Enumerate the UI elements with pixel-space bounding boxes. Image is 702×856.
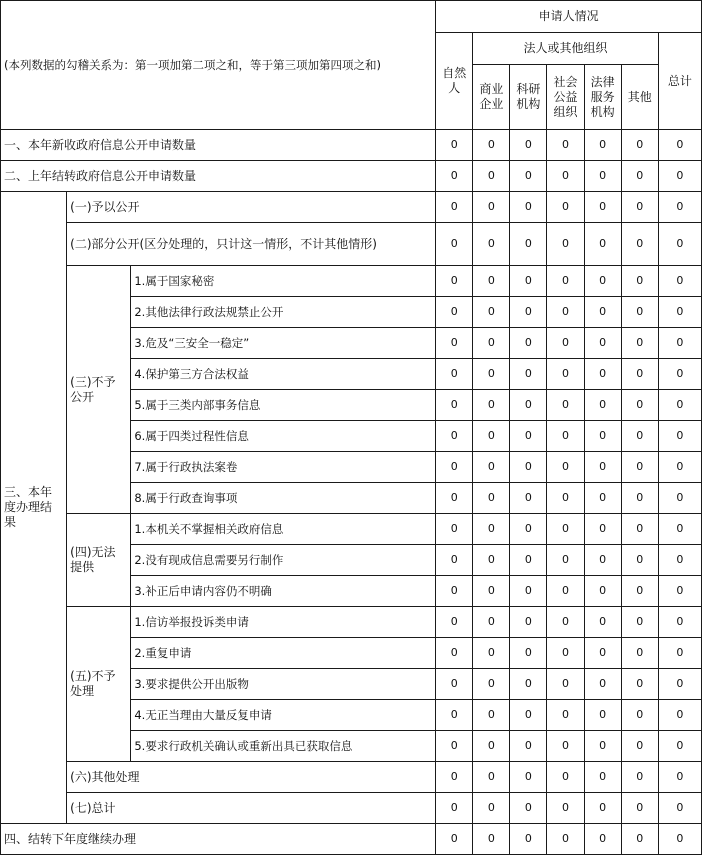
- value-cell: 0: [473, 638, 510, 669]
- table-row: [1, 607, 702, 638]
- value-cell: 0: [621, 669, 658, 700]
- value-cell: 0: [584, 130, 621, 161]
- value-cell: 0: [658, 700, 701, 731]
- value-cell: 0: [621, 731, 658, 762]
- value-cell: 0: [584, 421, 621, 452]
- value-cell: 0: [547, 223, 584, 266]
- other-header: 其他: [621, 65, 658, 130]
- value-cell: 0: [436, 266, 473, 297]
- value-cell: 0: [658, 793, 701, 824]
- value-cell: 0: [436, 793, 473, 824]
- value-cell: 0: [473, 576, 510, 607]
- value-cell: 0: [473, 266, 510, 297]
- row-label: 5.要求行政机关确认或重新出具已获取信息: [131, 731, 436, 762]
- value-cell: 0: [584, 762, 621, 793]
- value-cell: 0: [547, 824, 584, 855]
- section-3-label: 三、本年度办理结果: [1, 192, 67, 824]
- value-cell: 0: [658, 297, 701, 328]
- value-cell: 0: [510, 421, 547, 452]
- value-cell: 0: [658, 762, 701, 793]
- value-cell: 0: [584, 607, 621, 638]
- row-label: 3.危及“三安全一稳定”: [131, 328, 436, 359]
- research-header: 科研机构: [510, 65, 547, 130]
- value-cell: 0: [584, 576, 621, 607]
- row-label: 二、上年结转政府信息公开申请数量: [1, 161, 436, 192]
- value-cell: 0: [473, 545, 510, 576]
- row-label: 一、本年新收政府信息公开申请数量: [1, 130, 436, 161]
- value-cell: 0: [547, 731, 584, 762]
- value-cell: 0: [436, 452, 473, 483]
- natural-person-header: 自然人: [436, 33, 473, 130]
- value-cell: 0: [547, 545, 584, 576]
- value-cell: 0: [621, 514, 658, 545]
- value-cell: 0: [621, 266, 658, 297]
- value-cell: 0: [473, 328, 510, 359]
- value-cell: 0: [658, 638, 701, 669]
- value-cell: 0: [473, 731, 510, 762]
- value-cell: 0: [584, 731, 621, 762]
- value-cell: 0: [547, 359, 584, 390]
- row-label: 7.属于行政执法案卷: [131, 452, 436, 483]
- value-cell: 0: [621, 793, 658, 824]
- value-cell: 0: [621, 421, 658, 452]
- value-cell: 0: [473, 390, 510, 421]
- value-cell: 0: [473, 669, 510, 700]
- value-cell: 0: [510, 700, 547, 731]
- value-cell: 0: [547, 762, 584, 793]
- table-row: [1, 161, 702, 192]
- value-cell: 0: [584, 824, 621, 855]
- value-cell: 0: [658, 545, 701, 576]
- value-cell: 0: [510, 638, 547, 669]
- value-cell: 0: [547, 297, 584, 328]
- value-cell: 0: [510, 297, 547, 328]
- row-label: 3.补正后申请内容仍不明确: [131, 576, 436, 607]
- value-cell: 0: [584, 192, 621, 223]
- value-cell: 0: [584, 452, 621, 483]
- value-cell: 0: [473, 700, 510, 731]
- value-cell: 0: [658, 421, 701, 452]
- value-cell: 0: [658, 483, 701, 514]
- value-cell: 0: [547, 576, 584, 607]
- value-cell: 0: [621, 328, 658, 359]
- value-cell: 0: [547, 452, 584, 483]
- value-cell: 0: [436, 483, 473, 514]
- value-cell: 0: [436, 669, 473, 700]
- value-cell: 0: [473, 607, 510, 638]
- total-header: 总计: [658, 33, 701, 130]
- value-cell: 0: [584, 359, 621, 390]
- value-cell: 0: [473, 483, 510, 514]
- value-cell: 0: [436, 700, 473, 731]
- value-cell: 0: [436, 359, 473, 390]
- value-cell: 0: [510, 483, 547, 514]
- value-cell: 0: [473, 297, 510, 328]
- value-cell: 0: [473, 223, 510, 266]
- table-row: [1, 223, 702, 266]
- value-cell: 0: [436, 731, 473, 762]
- table-row: [1, 130, 702, 161]
- value-cell: 0: [473, 421, 510, 452]
- value-cell: 0: [621, 638, 658, 669]
- value-cell: 0: [584, 266, 621, 297]
- value-cell: 0: [436, 192, 473, 223]
- row-label: 2.其他法律行政法规禁止公开: [131, 297, 436, 328]
- value-cell: 0: [621, 390, 658, 421]
- value-cell: 0: [547, 328, 584, 359]
- row-label: (六)其他处理: [67, 762, 436, 793]
- value-cell: 0: [621, 359, 658, 390]
- value-cell: 0: [510, 161, 547, 192]
- value-cell: 0: [473, 452, 510, 483]
- value-cell: 0: [584, 328, 621, 359]
- value-cell: 0: [658, 731, 701, 762]
- table-row: [1, 793, 702, 824]
- row-label: 四、结转下年度继续办理: [1, 824, 436, 855]
- value-cell: 0: [473, 824, 510, 855]
- value-cell: 0: [547, 266, 584, 297]
- row-label: 8.属于行政查询事项: [131, 483, 436, 514]
- value-cell: 0: [436, 638, 473, 669]
- value-cell: 0: [621, 483, 658, 514]
- value-cell: 0: [658, 452, 701, 483]
- value-cell: 0: [584, 297, 621, 328]
- value-cell: 0: [621, 700, 658, 731]
- value-cell: 0: [658, 390, 701, 421]
- value-cell: 0: [658, 130, 701, 161]
- row-label: (一)予以公开: [67, 192, 436, 223]
- value-cell: 0: [510, 452, 547, 483]
- group-5-label: (五)不予处理: [67, 607, 131, 762]
- row-label: 1.本机关不掌握相关政府信息: [131, 514, 436, 545]
- value-cell: 0: [658, 192, 701, 223]
- value-cell: 0: [584, 514, 621, 545]
- value-cell: 0: [547, 421, 584, 452]
- row-label: 6.属于四类过程性信息: [131, 421, 436, 452]
- value-cell: 0: [584, 669, 621, 700]
- value-cell: 0: [621, 452, 658, 483]
- value-cell: 0: [436, 161, 473, 192]
- value-cell: 0: [510, 793, 547, 824]
- value-cell: 0: [436, 824, 473, 855]
- value-cell: 0: [436, 421, 473, 452]
- row-label: 4.保护第三方合法权益: [131, 359, 436, 390]
- value-cell: 0: [547, 192, 584, 223]
- value-cell: 0: [510, 266, 547, 297]
- value-cell: 0: [510, 223, 547, 266]
- value-cell: 0: [510, 130, 547, 161]
- group-4-label: (四)无法提供: [67, 514, 131, 607]
- table-row: [1, 192, 702, 223]
- value-cell: 0: [658, 266, 701, 297]
- value-cell: 0: [658, 359, 701, 390]
- value-cell: 0: [473, 130, 510, 161]
- value-cell: 0: [658, 607, 701, 638]
- value-cell: 0: [584, 700, 621, 731]
- value-cell: 0: [510, 731, 547, 762]
- value-cell: 0: [658, 669, 701, 700]
- value-cell: 0: [436, 223, 473, 266]
- value-cell: 0: [547, 607, 584, 638]
- value-cell: 0: [473, 514, 510, 545]
- value-cell: 0: [510, 545, 547, 576]
- value-cell: 0: [584, 545, 621, 576]
- value-cell: 0: [621, 192, 658, 223]
- row-label: (七)总计: [67, 793, 436, 824]
- legal-service-header: 法律服务机构: [584, 65, 621, 130]
- row-label: 2.重复申请: [131, 638, 436, 669]
- table-row: [1, 266, 702, 297]
- value-cell: 0: [658, 824, 701, 855]
- value-cell: 0: [436, 514, 473, 545]
- value-cell: 0: [547, 390, 584, 421]
- row-label: 4.无正当理由大量反复申请: [131, 700, 436, 731]
- value-cell: 0: [473, 359, 510, 390]
- table-row: [1, 762, 702, 793]
- value-cell: 0: [547, 700, 584, 731]
- value-cell: 0: [510, 576, 547, 607]
- value-cell: 0: [436, 328, 473, 359]
- value-cell: 0: [658, 514, 701, 545]
- row-label: 2.没有现成信息需要另行制作: [131, 545, 436, 576]
- value-cell: 0: [436, 762, 473, 793]
- value-cell: 0: [436, 390, 473, 421]
- row-label: (二)部分公开(区分处理的，只计这一情形，不计其他情形): [67, 223, 436, 266]
- value-cell: 0: [510, 607, 547, 638]
- value-cell: 0: [473, 192, 510, 223]
- value-cell: 0: [436, 297, 473, 328]
- value-cell: 0: [658, 328, 701, 359]
- value-cell: 0: [584, 161, 621, 192]
- row-label: 3.要求提供公开出版物: [131, 669, 436, 700]
- value-cell: 0: [510, 669, 547, 700]
- value-cell: 0: [621, 161, 658, 192]
- value-cell: 0: [584, 390, 621, 421]
- value-cell: 0: [621, 762, 658, 793]
- value-cell: 0: [658, 576, 701, 607]
- value-cell: 0: [621, 297, 658, 328]
- value-cell: 0: [584, 483, 621, 514]
- value-cell: 0: [547, 130, 584, 161]
- value-cell: 0: [510, 328, 547, 359]
- value-cell: 0: [658, 223, 701, 266]
- value-cell: 0: [510, 192, 547, 223]
- value-cell: 0: [510, 359, 547, 390]
- row-label: 1.信访举报投诉类申请: [131, 607, 436, 638]
- value-cell: 0: [621, 576, 658, 607]
- table-row: [1, 514, 702, 545]
- value-cell: 0: [621, 223, 658, 266]
- value-cell: 0: [436, 576, 473, 607]
- value-cell: 0: [584, 638, 621, 669]
- value-cell: 0: [547, 161, 584, 192]
- value-cell: 0: [436, 130, 473, 161]
- value-cell: 0: [473, 762, 510, 793]
- value-cell: 0: [436, 545, 473, 576]
- value-cell: 0: [473, 161, 510, 192]
- legal-person-group-header: 法人或其他组织: [473, 33, 658, 65]
- value-cell: 0: [584, 223, 621, 266]
- row-label: 1.属于国家秘密: [131, 266, 436, 297]
- value-cell: 0: [436, 607, 473, 638]
- row-label: 5.属于三类内部事务信息: [131, 390, 436, 421]
- value-cell: 0: [547, 638, 584, 669]
- commercial-header: 商业企业: [473, 65, 510, 130]
- social-welfare-header: 社会公益组织: [547, 65, 584, 130]
- group-3-label: (三)不予公开: [67, 266, 131, 514]
- value-cell: 0: [658, 161, 701, 192]
- value-cell: 0: [584, 793, 621, 824]
- relation-note: (本列数据的勾稽关系为：第一项加第二项之和，等于第三项加第四项之和): [1, 1, 436, 130]
- applicant-situation-header: 申请人情况: [436, 1, 702, 33]
- value-cell: 0: [621, 607, 658, 638]
- value-cell: 0: [510, 824, 547, 855]
- value-cell: 0: [621, 130, 658, 161]
- value-cell: 0: [510, 762, 547, 793]
- value-cell: 0: [510, 514, 547, 545]
- header-row-1: [1, 1, 702, 33]
- table-row: [1, 824, 702, 855]
- value-cell: 0: [547, 793, 584, 824]
- value-cell: 0: [547, 514, 584, 545]
- value-cell: 0: [473, 793, 510, 824]
- value-cell: 0: [621, 824, 658, 855]
- value-cell: 0: [621, 545, 658, 576]
- value-cell: 0: [510, 390, 547, 421]
- value-cell: 0: [547, 483, 584, 514]
- value-cell: 0: [547, 669, 584, 700]
